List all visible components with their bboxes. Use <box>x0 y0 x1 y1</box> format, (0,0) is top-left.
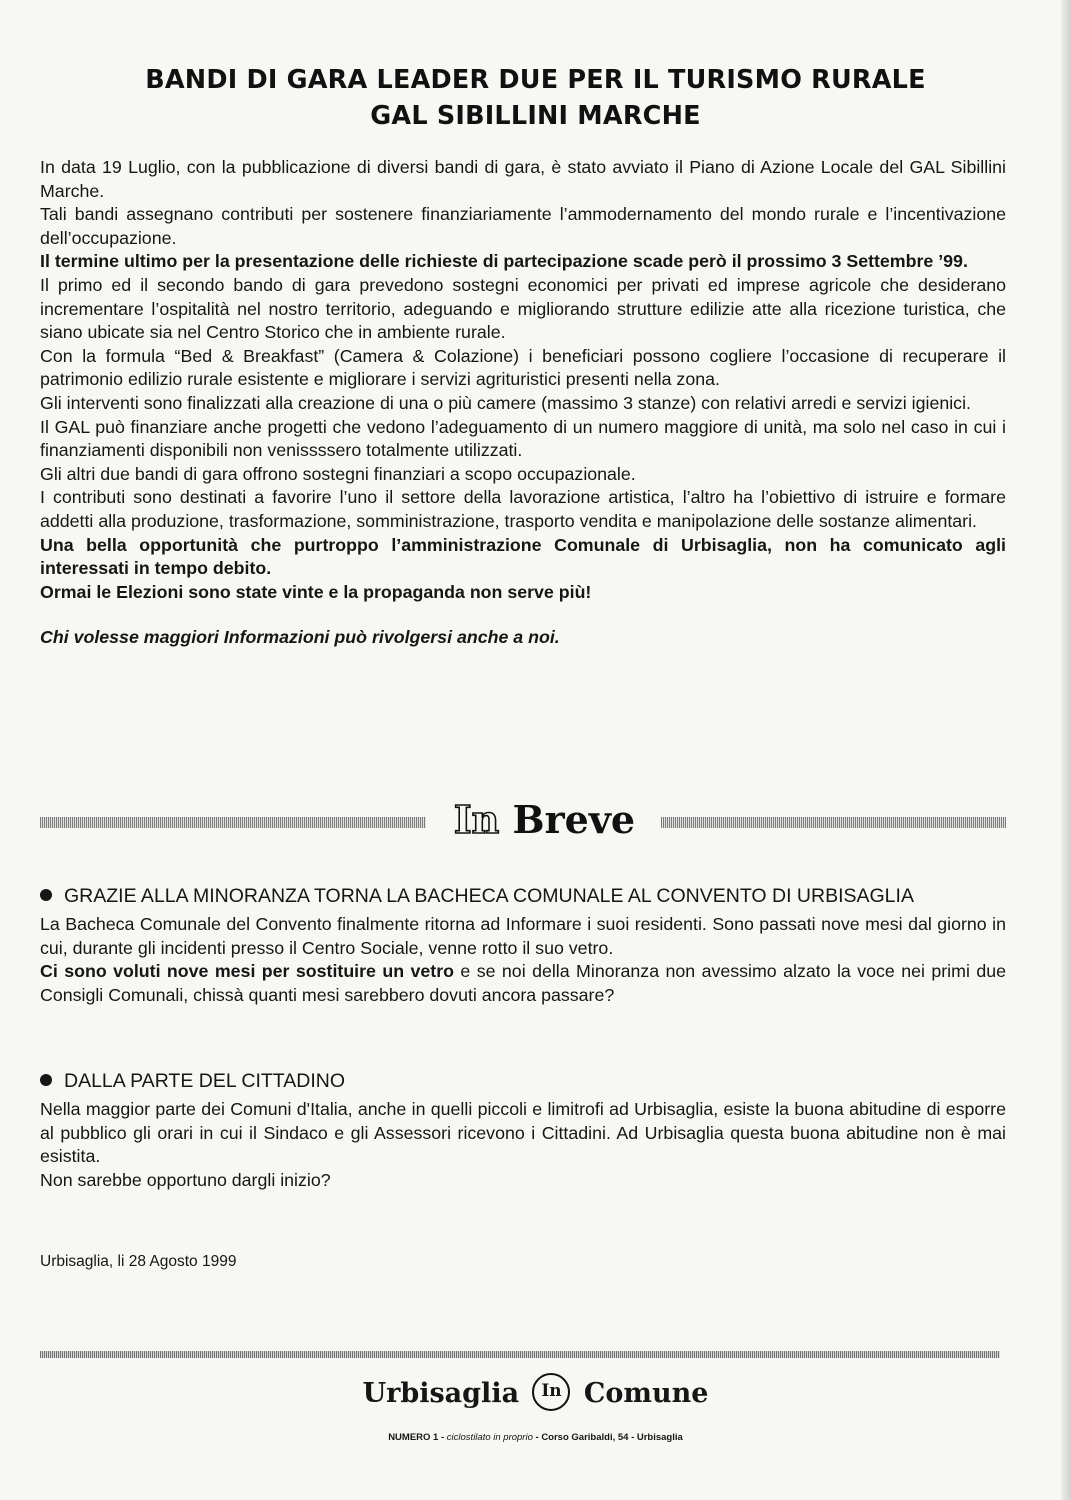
news-paragraph-rest: e se noi della Minoranza non avessimo alzato la voce nei primi due Consigli Comunali, chissà quanti mesi sarebbero dovuti ancora passare? <box>40 961 1006 1005</box>
article-body <box>40 156 1006 650</box>
news-item-bacheca <box>40 883 1006 1007</box>
masthead <box>0 1372 1071 1416</box>
news-paragraph: Nella maggior parte dei Comuni d'Italia, anche in quelli piccoli e limitrofi ad Urbisaglia, esiste la buona abitudine di esporre al pubblico gli orari in cui il Sindaco e gli Assessori ricevono i Cittadini. Ad Urbisaglia questa buona abitudine non è mai esistita. <box>40 1099 1006 1167</box>
article-paragraph: Gli altri due bandi di gara offrono sostegni finanziari a scopo occupazionale. <box>40 463 636 484</box>
news-paragraph <box>40 960 1006 1007</box>
news-heading-bacheca <box>40 883 1006 909</box>
bottom-divider <box>40 1351 1000 1358</box>
in-breve-title <box>432 796 657 844</box>
article-paragraph: Una bella opportunità che purtroppo l’amministrazione Comunale di Urbisaglia, non ha comunicato agli interessati in tempo debito. <box>40 534 1006 579</box>
dateline: Urbisaglia, li 28 Agosto 1999 <box>40 1253 237 1270</box>
article-paragraph: Il GAL può finanziare anche progetti che vedono l’adeguamento di un numero maggiore di unità, ma solo nel caso in cui i finanziamenti disponibili non venissssero totalmente utilizzati. <box>40 416 1006 461</box>
article-paragraph: Chi volesse maggiori Informazioni può rivolgersi anche a noi. <box>40 627 560 648</box>
news-heading-cittadino <box>40 1068 1006 1094</box>
in-logo-outline: In <box>453 797 500 842</box>
page-edge-shadow <box>1061 0 1071 1500</box>
in-logo-icon <box>532 1373 570 1411</box>
news-paragraph: Non sarebbe opportuno dargli inizio? <box>40 1169 331 1190</box>
news-emphasis: Ci sono voluti nove mesi per sostituire un vetro <box>40 961 454 982</box>
article-paragraph: Con la formula “Bed & Breakfast” (Camera & Colazione) i beneficiari possono cogliere l’occasione di recuperare il patrimonio edilizio rurale esistente e migliorare i servizi agrituristici presenti nella zona. <box>40 345 1006 390</box>
masthead-right: Comune <box>583 1378 709 1409</box>
article-paragraph: Tali bandi assegnano contributi per sostenere finanziariamente l’ammodernamento del mondo rurale e l’incentivazione dell’occupazione. <box>40 204 1006 248</box>
article-paragraph: In data 19 Luglio, con la pubblicazione di diversi bandi di gara, è stato avviato il Piano di Azione Locale del GAL Sibillini Marche. <box>40 157 1006 201</box>
footer-issue: NUMERO 1 <box>388 1432 439 1443</box>
article-paragraph: Il termine ultimo per la presentazione delle richieste di partecipazione scade però il prossimo 3 Settembre ’99. <box>40 251 968 272</box>
breve-word: Breve <box>499 797 636 842</box>
bullet-icon <box>40 889 52 901</box>
news-heading-text: DALLA PARTE DEL CITTADINO <box>64 1070 346 1092</box>
article-title <box>40 62 1031 134</box>
article-paragraph: Il primo ed il secondo bando di gara prevedono sostegni economici per privati ed imprese agricole che desiderano incrementare l’ospitalità nel nostro territorio, adeguando e migliorando strutture edilizie atte alla ricezione turistica, che siano ubicate sia nel Centro Storico che in ambiente rurale. <box>40 274 1006 343</box>
footer-sep: - <box>438 1432 447 1443</box>
banner-hatch-right <box>661 817 1006 828</box>
footer-print-note: ciclostilato in proprio <box>446 1432 533 1443</box>
bullet-icon <box>40 1074 52 1086</box>
article-title-line-2: GAL SIBILLINI MARCHE <box>370 101 701 131</box>
article-title-line-1: BANDI DI GARA LEADER DUE PER IL TURISMO RURALE <box>145 65 926 95</box>
article-paragraph: I contributi sono destinati a favorire l’uno il settore della lavorazione artistica, l’altro ha l’obiettivo di istruire e formare addetti alla produzione, trasformazione, somministrazione, trasporto vendita e manipolazione delle sostanze alimentari. <box>40 487 1006 531</box>
article-paragraph: Gli interventi sono finalizzati alla creazione di una o più camere (massimo 3 stanze) con relativi arredi e servizi igienici. <box>40 392 971 413</box>
in-breve-banner <box>40 796 1006 844</box>
logo-text: In <box>541 1380 562 1401</box>
news-item-cittadino <box>40 1068 1006 1192</box>
footer-imprint <box>0 1432 1071 1444</box>
footer-address: - Corso Garibaldi, 54 - Urbisaglia <box>532 1432 683 1443</box>
news-paragraph: La Bacheca Comunale del Convento finalmente ritorna ad Informare i suoi residenti. Sono passati nove mesi dal giorno in cui, durante gli incidenti presso il Centro Sociale, venne rotto il suo vetro. <box>40 914 1006 958</box>
article-paragraph: Ormai le Elezioni sono state vinte e la propaganda non serve più! <box>40 581 592 602</box>
news-heading-text: GRAZIE ALLA MINORANZA TORNA LA BACHECA COMUNALE AL CONVENTO DI URBISAGLIA <box>64 885 914 907</box>
masthead-left: Urbisaglia <box>362 1378 520 1409</box>
banner-hatch-left <box>40 817 426 828</box>
